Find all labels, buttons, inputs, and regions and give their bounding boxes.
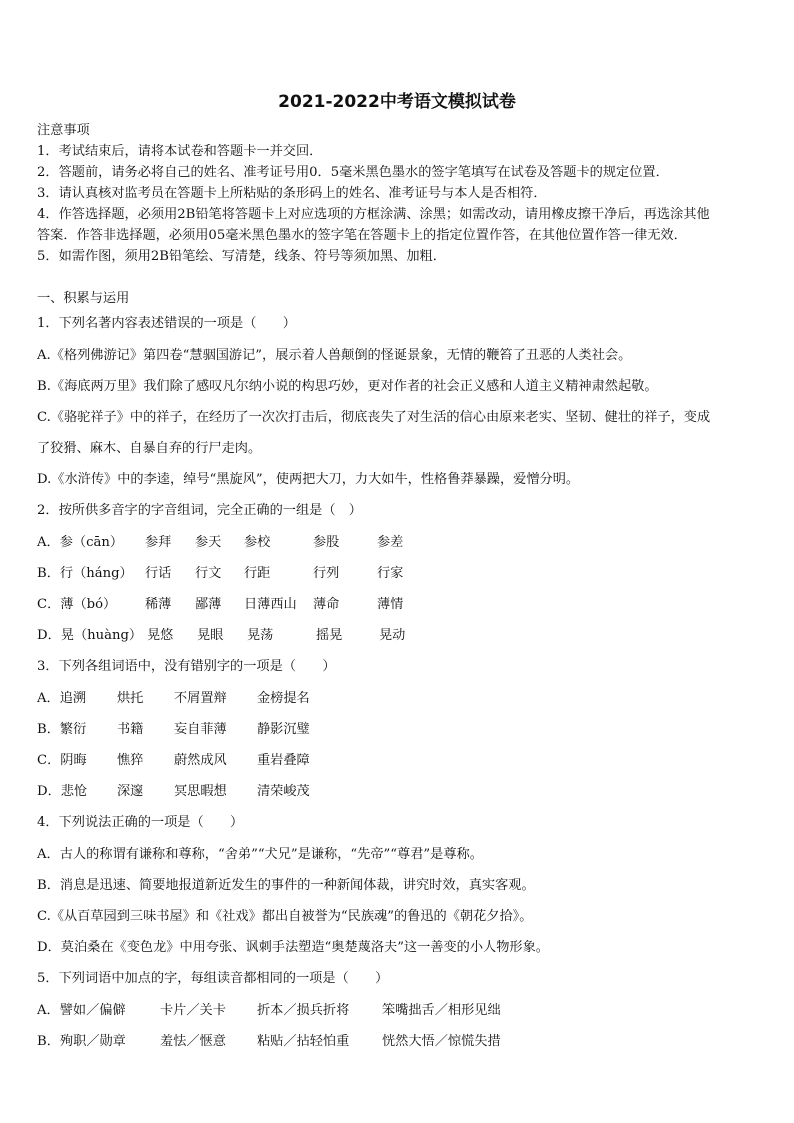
- option-word: 稀薄: [145, 597, 172, 612]
- option-label: D．晃（huàng）: [37, 628, 143, 643]
- option-word: C．阴晦: [37, 753, 87, 768]
- option-word: B．繁衍: [37, 722, 87, 737]
- option-word: 薄命: [313, 597, 340, 612]
- option-word: 羞怯／惬意: [160, 1034, 226, 1049]
- notes-heading: 注意事项: [37, 123, 90, 138]
- question-4-stem: 4．下列说法正确的一项是（ ）: [37, 815, 244, 830]
- option-word: 摇晃: [316, 628, 343, 643]
- notes-line: 1．考试结束后，请将本试卷和答题卡一并交回．: [37, 144, 323, 159]
- section-heading: 一、积累与运用: [37, 291, 130, 306]
- question-1-option-c: C.《骆驼祥子》中的祥子，在经历了一次次打击后，彻底丧失了对生活的信心由原来老实、坚韧、健壮的祥子，变成: [37, 410, 711, 425]
- option-word: D．悲怆: [37, 784, 88, 799]
- option-word: 晃悠: [147, 628, 174, 643]
- option-word: 重岩叠障: [257, 753, 310, 768]
- option-word: A．追溯: [37, 691, 87, 706]
- option-word: 静影沉璧: [257, 722, 310, 737]
- option-word: 粘贴／拈轻怕重: [257, 1034, 350, 1049]
- exam-title: 2021-2022中考语文模拟试卷: [278, 92, 516, 112]
- option-word: 行话: [145, 566, 172, 581]
- option-word: 行家: [377, 566, 404, 581]
- option-label: B．行（háng）: [37, 566, 133, 581]
- option-word: 妄自菲薄: [174, 722, 227, 737]
- option-word: B．殉职／勋章: [37, 1034, 126, 1049]
- question-1-option-b: B.《海底两万里》我们除了感叹凡尔纳小说的构思巧妙，更对作者的社会正义感和人道主义精神肃然起敬。: [37, 379, 658, 394]
- option-word: 行列: [313, 566, 340, 581]
- option-word: 参差: [377, 535, 404, 550]
- option-word: 参天: [195, 535, 222, 550]
- option-word: A．譬如／偏僻: [37, 1003, 126, 1018]
- option-word: 折本／损兵折将: [257, 1003, 350, 1018]
- question-1-option-a: A.《格列佛游记》第四卷“慧骃国游记”，展示着人兽颠倒的怪诞景象，无情的鞭笞了丑恶的人类社会。: [37, 348, 632, 363]
- option-word: 晃动: [379, 628, 406, 643]
- option-word: 恍然大悟／惊慌失措: [382, 1034, 501, 1049]
- option-word: 行距: [244, 566, 271, 581]
- question-1-option-c-cont: 了狡猾、麻木、自暴自弃的行尸走肉。: [37, 441, 262, 456]
- notes-line: 3．请认真核对监考员在答题卡上所粘贴的条形码上的姓名、准考证号与本人是否相符．: [37, 186, 547, 201]
- notes-line: 4．作答选择题，必须用2B铅笔将答题卡上对应选项的方框涂满、涂黑；如需改动，请用橡皮擦干净后，再选涂其他: [37, 207, 710, 222]
- question-4-option-d: D．莫泊桑在《变色龙》中用夸张、讽刺手法塑造“奥楚蔑洛夫”这一善变的小人物形象。: [37, 940, 549, 955]
- notes-line: 5．如需作图，须用2B铅笔绘、写清楚，线条、符号等须加黑、加粗．: [37, 249, 446, 264]
- option-word: 日薄西山: [244, 597, 297, 612]
- option-word: 蔚然成风: [174, 753, 227, 768]
- question-5-stem: 5．下列词语中加点的字，每组读音都相同的一项是（ ）: [37, 971, 389, 986]
- question-4-option-b: B．消息是迅速、简要地报道新近发生的事件的一种新闻体裁，讲究时效，真实客观。: [37, 878, 535, 893]
- notes-line: 2．答题前，请务必将自己的姓名、准考证号用0．5毫米黑色墨水的签字笔填写在试卷及答题卡的规定位置．: [37, 165, 669, 180]
- option-word: 金榜提名: [257, 691, 310, 706]
- question-3-stem: 3．下列各组词语中，没有错别字的一项是（ ）: [37, 659, 336, 674]
- option-word: 参拜: [145, 535, 172, 550]
- option-word: 参股: [313, 535, 340, 550]
- option-word: 行文: [195, 566, 222, 581]
- question-1-stem: 1．下列名著内容表述错误的一项是（ ）: [37, 316, 296, 331]
- option-word: 烘托: [117, 691, 144, 706]
- option-word: 薄情: [377, 597, 404, 612]
- option-word: 鄙薄: [195, 597, 222, 612]
- option-word: 深邃: [117, 784, 144, 799]
- question-2-stem: 2．按所供多音字的字音组词，完全正确的一组是（ ）: [37, 503, 362, 518]
- option-word: 不屑置辩: [174, 691, 227, 706]
- option-word: 晃荡: [247, 628, 274, 643]
- option-word: 书籍: [117, 722, 144, 737]
- option-word: 清荣峻茂: [257, 784, 310, 799]
- question-1-option-d: D.《水浒传》中的李逵，绰号“黑旋风”，使两把大刀，力大如牛，性格鲁莽暴躁，爱憎分明。: [37, 472, 580, 487]
- option-word: 晃眼: [197, 628, 224, 643]
- question-4-option-a: A．古人的称谓有谦称和尊称，“舍弟”“犬兄”是谦称，“先帝”“尊君”是尊称。: [37, 847, 483, 862]
- option-word: 憔猝: [117, 753, 144, 768]
- question-4-option-c: C.《从百草园到三味书屋》和《社戏》都出自被誉为“民族魂”的鲁迅的《朝花夕拾》。: [37, 909, 533, 924]
- notes-line: 答案．作答非选择题，必须用05毫米黑色墨水的签字笔在答题卡上的指定位置作答，在其他位置作答一律无效．: [37, 228, 687, 243]
- option-word: 冥思暇想: [174, 784, 227, 799]
- option-word: 卡片／关卡: [160, 1003, 226, 1018]
- option-word: 笨嘴拙舌／相形见绌: [382, 1003, 501, 1018]
- option-label: C．薄（bó）: [37, 597, 117, 612]
- option-label: A．参（cān）: [37, 535, 124, 550]
- option-word: 参校: [244, 535, 271, 550]
